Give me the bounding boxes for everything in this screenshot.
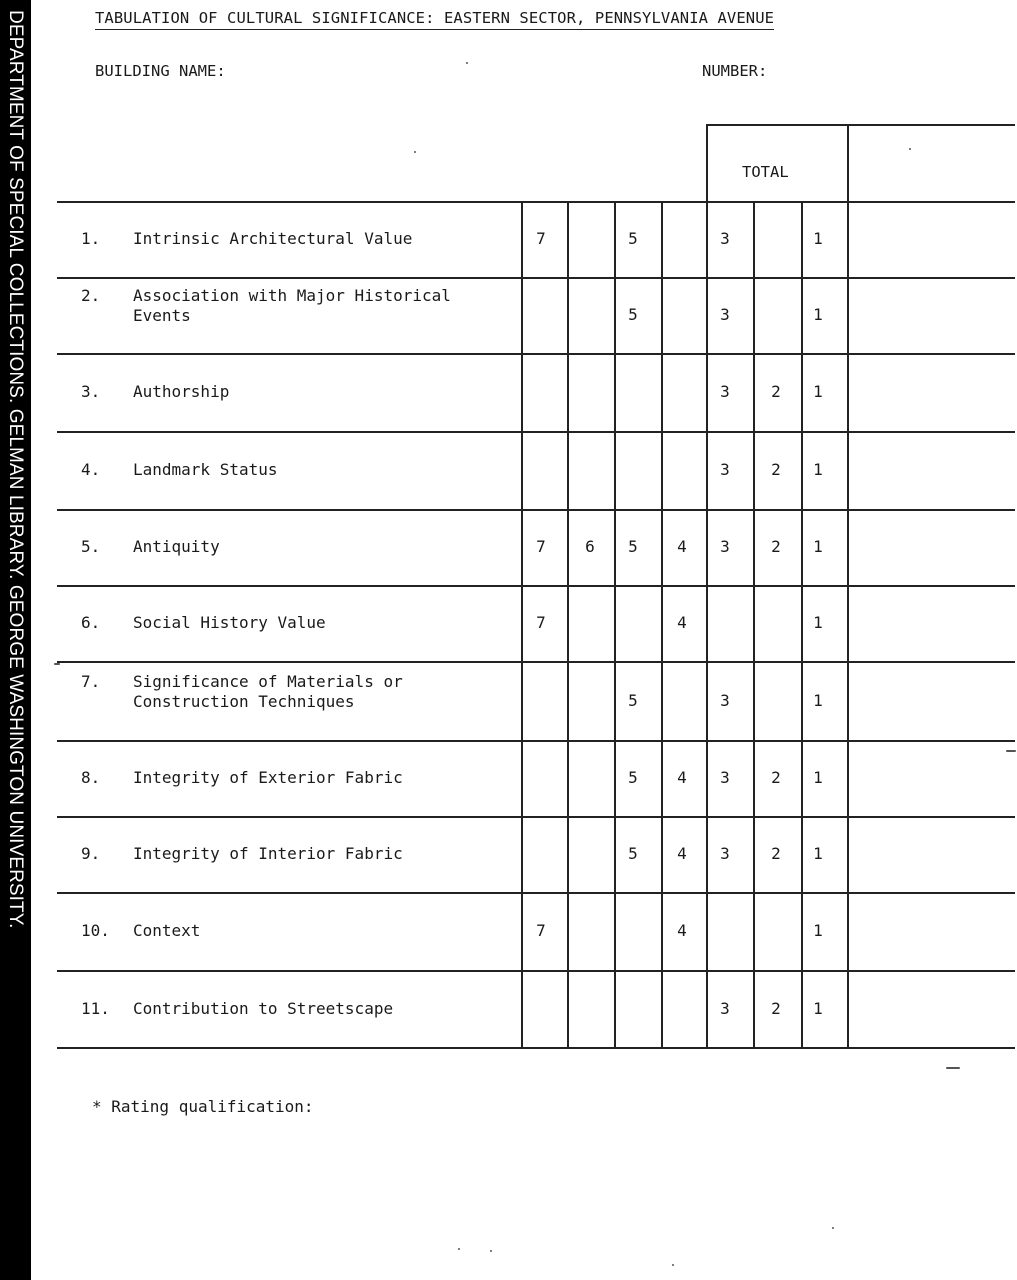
rating-value: 5 bbox=[628, 768, 638, 787]
rating-value: 4 bbox=[677, 613, 687, 632]
scan-speck bbox=[54, 663, 60, 665]
rating-value: 1 bbox=[813, 229, 823, 248]
rating-value: 3 bbox=[720, 305, 730, 324]
rating-value: 1 bbox=[813, 382, 823, 401]
rating-value: 1 bbox=[813, 844, 823, 863]
rating-value: 2 bbox=[771, 998, 781, 1018]
table-rule bbox=[57, 1047, 1015, 1049]
table-rule bbox=[57, 892, 1015, 894]
row-number: 9. bbox=[81, 844, 101, 863]
rating-value: 5 bbox=[628, 690, 638, 710]
column-line bbox=[801, 201, 803, 1047]
building-name-label: BUILDING NAME: bbox=[95, 62, 226, 80]
table-rule bbox=[57, 740, 1015, 742]
criterion-label: Antiquity bbox=[133, 537, 220, 556]
rating-value: 5 bbox=[628, 229, 638, 248]
scan-speck bbox=[1006, 750, 1016, 752]
number-label: NUMBER: bbox=[702, 62, 768, 80]
rating-value: 3 bbox=[720, 768, 730, 787]
rating-value: 3 bbox=[720, 229, 730, 248]
total-box-top bbox=[706, 124, 1015, 126]
table-rule bbox=[57, 585, 1015, 587]
scan-speck bbox=[458, 1248, 460, 1250]
scan-speck bbox=[414, 151, 416, 153]
rating-value: 5 bbox=[628, 305, 638, 324]
total-box-left bbox=[706, 124, 708, 201]
criterion-label: Authorship bbox=[133, 382, 230, 401]
scan-speck bbox=[672, 1264, 674, 1266]
row-number: 5. bbox=[81, 537, 101, 556]
rating-value: 2 bbox=[771, 382, 781, 401]
rating-value: 3 bbox=[720, 382, 730, 401]
row-number: 1. bbox=[81, 229, 101, 248]
rating-value: 4 bbox=[677, 844, 687, 863]
document-title: TABULATION OF CULTURAL SIGNIFICANCE: EASTERN SECTOR, PENNSYLVANIA AVENUE bbox=[95, 9, 774, 30]
column-line bbox=[661, 201, 663, 1047]
column-line bbox=[706, 201, 708, 1047]
row-number: 6. bbox=[81, 613, 101, 632]
table-rule bbox=[57, 277, 1015, 279]
rating-value: 3 bbox=[720, 537, 730, 556]
rating-value: 2 bbox=[771, 844, 781, 863]
criterion-label: Integrity of Interior Fabric bbox=[133, 844, 403, 863]
rating-value: 1 bbox=[813, 921, 823, 940]
rating-value: 3 bbox=[720, 460, 730, 479]
criterion-label: Intrinsic Architectural Value bbox=[133, 229, 413, 248]
rating-value: 3 bbox=[720, 690, 730, 710]
rating-value: 1 bbox=[813, 690, 823, 710]
column-line bbox=[521, 201, 523, 1047]
scan-speck bbox=[466, 62, 468, 64]
column-line bbox=[614, 201, 616, 1047]
table-rule bbox=[57, 970, 1015, 972]
rating-value: 3 bbox=[720, 844, 730, 863]
total-header: TOTAL bbox=[742, 163, 789, 181]
rating-value: 7 bbox=[536, 229, 546, 248]
rating-qualification-note: * Rating qualification: bbox=[92, 1097, 314, 1116]
criterion-label: Landmark Status bbox=[133, 460, 278, 479]
rating-value: 2 bbox=[771, 460, 781, 479]
scan-speck bbox=[909, 148, 911, 150]
rating-value: 7 bbox=[536, 921, 546, 940]
rating-value: 4 bbox=[677, 768, 687, 787]
rating-value: 6 bbox=[585, 537, 595, 556]
row-number: 2. bbox=[81, 286, 101, 305]
column-line bbox=[753, 201, 755, 1047]
criterion-label: Context bbox=[133, 921, 201, 940]
rating-value: 4 bbox=[677, 921, 687, 940]
rating-value: 5 bbox=[628, 537, 638, 556]
rating-value: 1 bbox=[813, 998, 823, 1018]
criterion-label: Social History Value bbox=[133, 613, 326, 632]
archive-sidebar bbox=[0, 0, 31, 1280]
table-rule bbox=[57, 661, 1015, 663]
scan-speck bbox=[946, 1067, 960, 1069]
row-number: 3. bbox=[81, 382, 101, 401]
table-rule bbox=[57, 816, 1015, 818]
scan-speck bbox=[832, 1227, 834, 1229]
rating-value: 7 bbox=[536, 537, 546, 556]
table-rule bbox=[57, 431, 1015, 433]
column-line bbox=[847, 201, 849, 1047]
table-rule bbox=[57, 353, 1015, 355]
table-rule bbox=[57, 509, 1015, 511]
rating-value: 1 bbox=[813, 460, 823, 479]
row-number: 8. bbox=[81, 768, 101, 787]
rating-value: 5 bbox=[628, 844, 638, 863]
row-number: 7. bbox=[81, 671, 101, 691]
total-box-right bbox=[847, 124, 849, 201]
column-line bbox=[567, 201, 569, 1047]
rating-value: 7 bbox=[536, 613, 546, 632]
row-number: 4. bbox=[81, 460, 101, 479]
scan-speck bbox=[490, 1250, 492, 1252]
criterion-label: Association with Major Historical Events bbox=[133, 286, 451, 325]
rating-value: 1 bbox=[813, 613, 823, 632]
rating-value: 1 bbox=[813, 305, 823, 324]
rating-value: 2 bbox=[771, 768, 781, 787]
rating-value: 3 bbox=[720, 998, 730, 1018]
row-number: 10. bbox=[81, 921, 110, 940]
criterion-label: Integrity of Exterior Fabric bbox=[133, 768, 403, 787]
rating-value: 1 bbox=[813, 768, 823, 787]
criterion-label: Significance of Materials or Construction Techniques bbox=[133, 671, 403, 711]
rating-value: 2 bbox=[771, 537, 781, 556]
archive-credit: DEPARTMENT OF SPECIAL COLLECTIONS. GELMAN LIBRARY. GEORGE WASHINGTON UNIVERSITY. bbox=[5, 10, 26, 929]
table-rule bbox=[57, 201, 1015, 203]
criterion-label: Contribution to Streetscape bbox=[133, 998, 394, 1018]
rating-value: 4 bbox=[677, 537, 687, 556]
rating-value: 1 bbox=[813, 537, 823, 556]
row-number: 11. bbox=[81, 998, 110, 1018]
